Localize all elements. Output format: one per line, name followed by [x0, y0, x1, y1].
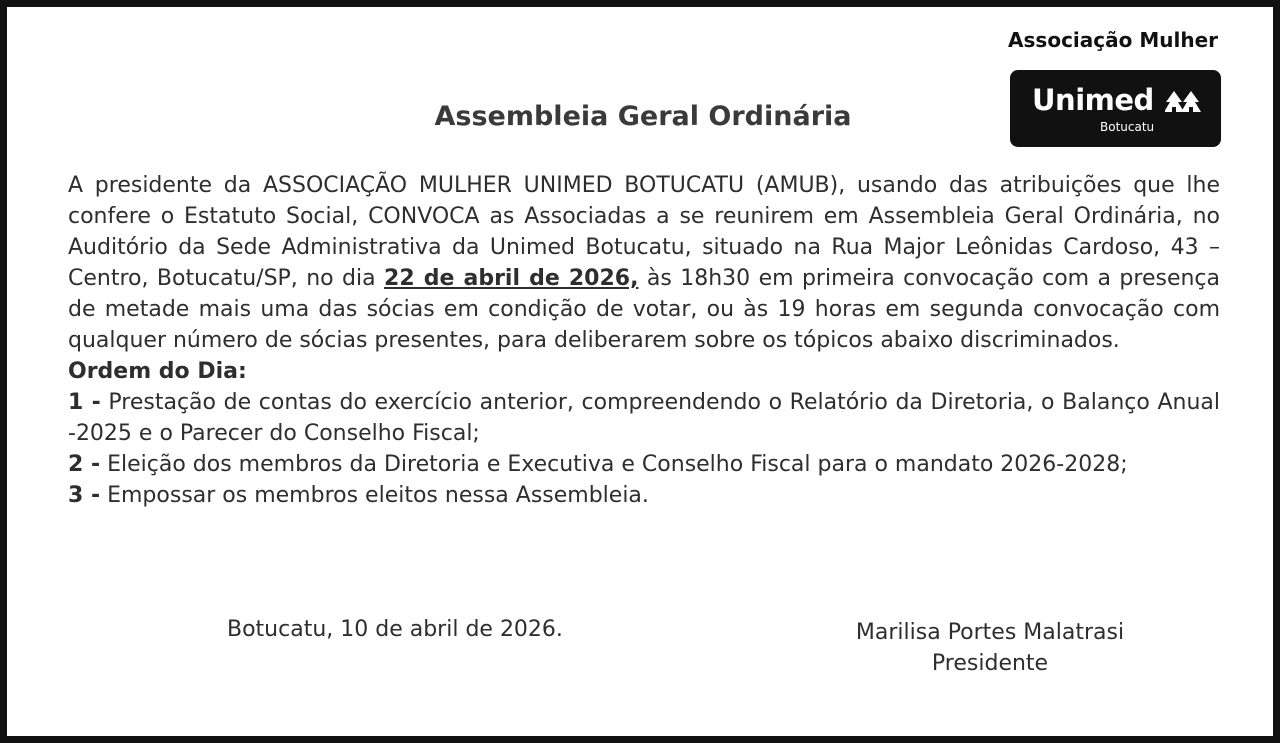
agenda-item-number: 2 -: [68, 452, 101, 477]
place-date: Botucatu, 10 de abril de 2026.: [227, 617, 563, 642]
unimed-logo: Unimed Botucatu: [1010, 70, 1221, 147]
intro-paragraph: [68, 170, 1220, 356]
signer-name: Marilisa Portes Malatrasi: [855, 620, 1125, 645]
notice-body: [68, 170, 1220, 511]
agenda-item-text: Eleição dos membros da Diretoria e Executiva e Conselho Fiscal para o mandato 2026-2028;: [100, 452, 1128, 477]
signature-block: [820, 617, 1160, 679]
intro-after-date: às 18h30 em primeira convocação com a presença de metade mais uma das sócias em condição de votar, ou às 19 horas em segunda convocação com qualquer número de sócias presentes, para deliberarem sobre os tópicos abaixo discriminados.: [68, 266, 1220, 353]
agenda-item-text: Prestação de contas do exercício anterior, compreendendo o Relatório da Diretoria, o Balanço Anual -2025 e o Parecer do Conselho Fiscal;: [68, 390, 1220, 446]
agenda-item: [68, 480, 1220, 511]
agenda-heading: Ordem do Dia:: [68, 359, 247, 384]
agenda-item-text: Empossar os membros eleitos nessa Assembleia.: [100, 483, 649, 508]
intro-before-date: A presidente da ASSOCIAÇÃO MULHER UNIMED BOTUCATU (AMUB), usando das atribuições que lhe confere o Estatuto Social, CONVOCA as Associadas a se reunirem em Assembleia Geral Ordinária, no Auditório da Sede Administrativa da Unimed Botucatu, situado na Rua Major Leônidas Cardoso, 43 – Centro, Botucatu/SP, no dia: [68, 173, 1220, 291]
page-title: Assembleia Geral Ordinária: [434, 101, 852, 132]
agenda-item: [68, 449, 1220, 480]
org-label: Associação Mulher: [1008, 28, 1218, 52]
agenda-item: [68, 387, 1220, 449]
signer-role: Presidente: [931, 651, 1049, 676]
logo-brand: Unimed: [1032, 83, 1154, 117]
agenda-item-number: 1 -: [68, 390, 101, 415]
agenda-item-number: 3 -: [68, 483, 101, 508]
meeting-date: 22 de abril de 2026,: [384, 266, 639, 291]
